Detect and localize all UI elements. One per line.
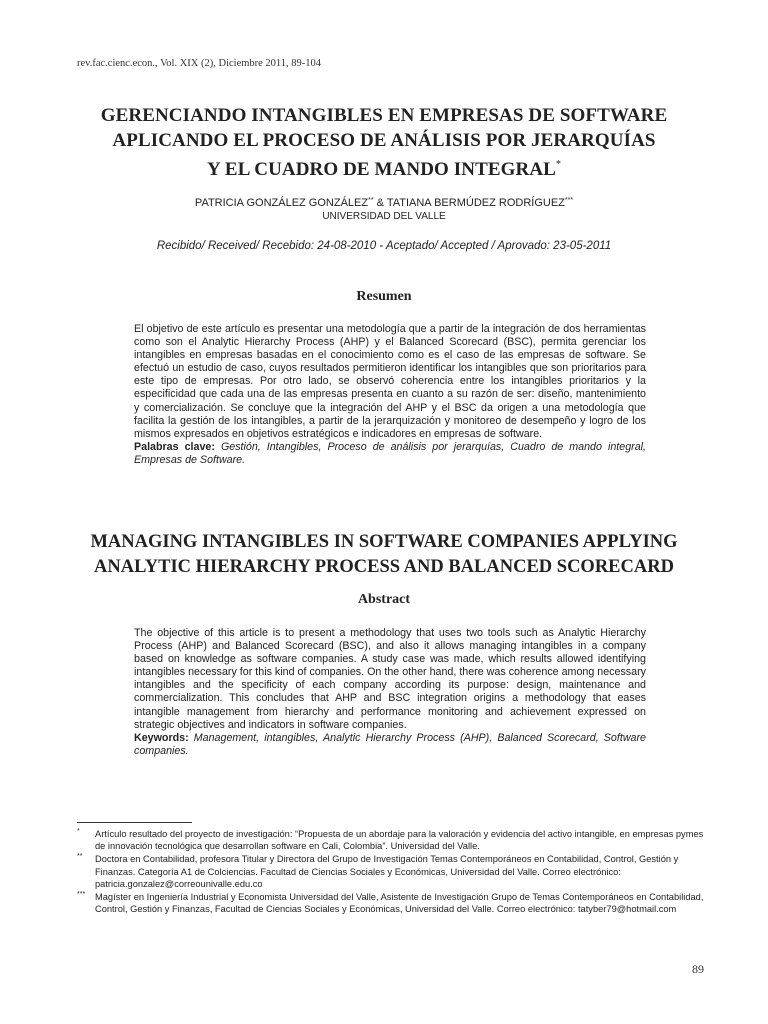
title-line-2: APLICANDO EL PROCESO DE ANÁLISIS POR JERARQUÍAS [112, 129, 656, 151]
footnote [77, 853, 707, 890]
footnote-rule [77, 822, 192, 823]
abstract-block [134, 627, 646, 758]
footnote-text: Magíster en Ingeniería Industrial y Economista Universidad del Valle, Asistente de Investigación Grupo de Temas Contemporáneos en Contabilidad, Control, Gestión y Finanzas, Facultad de Ciencias Sociales y Económicas, Universidad del Valle. Correo electrónico: tatyber79@hotmail.com [95, 892, 704, 915]
resumen-keywords [134, 441, 646, 467]
keywords-text: Management, intangibles, Analytic Hierarchy Process (AHP), Balanced Scorecard, Software companies. [134, 731, 646, 757]
abstract-body: The objective of this article is to present a methodology that uses two tools such as Analytic Hierarchy Process (AHP) and Balanced Scorecard (BSC), and also it allows managing intangibles in a company based on knowledge as software companies. A study case was made, which results allowed identifying intangibles necessary for this kind of companies. On the other hand, there was coherence among necessary intangibles and the specificity of each company according its purpose: design, maintenance and commercialization. This concludes that AHP and BSC integration origins a methodology that eases intangible management from hierarchy and performance monitoring and achievement expressed on strategic objectives and indicators in software companies. [134, 627, 646, 731]
footnote-text: Artículo resultado del proyecto de investigación: “Propuesta de un abordaje para la valoración y evidencia del activo intangible, en empresas pymes de innovación tecnológica que desarrollan software en Cali, Colombia”. Universidad del Valle. [95, 829, 704, 852]
title-en-line-2: ANALYTIC HIERARCHY PROCESS AND BALANCED SCORECARD [94, 557, 674, 577]
footnote-mark: *** [77, 891, 86, 899]
title-line-1: GERENCIANDO INTANGIBLES EN EMPRESAS DE SOFTWARE [100, 105, 668, 126]
author-1: PATRICIA GONZÁLEZ GONZÁLEZ [194, 197, 369, 209]
abstract-heading: Abstract [357, 592, 411, 607]
page-number: 89 [692, 962, 704, 976]
palabras-clave-label: Palabras clave: [134, 440, 215, 453]
palabras-clave-text: Gestión, Intangibles, Proceso de análisis por jerarquías, Cuadro de mando integral, Empresas de Software. [134, 440, 646, 466]
resumen-block [134, 323, 646, 467]
footnote-mark: * [77, 828, 80, 835]
affiliation: UNIVERSIDAD DEL VALLE [322, 211, 446, 222]
resumen-heading: Resumen [356, 289, 412, 304]
title-en-line-1: MANAGING INTANGIBLES IN SOFTWARE COMPANIES APPLYING [90, 532, 678, 552]
author-2-mark: *** [564, 197, 574, 204]
article-title-es [60, 104, 708, 183]
footnote [77, 891, 707, 915]
footnote [77, 828, 707, 852]
footnote-text: Doctora en Contabilidad, profesora Titular y Directora del Grupo de Investigación Temas Contemporáneos en Contabilidad, Control, Gestión y Finanzas. Categoría A1 de Colciencias. Facultad de Ciencias Sociales y Económicas, Universidad del Valle. Correo electrónico: patricia.gonzalez@correounivalle.edu.co [95, 854, 679, 889]
received-accepted-dates: Recibido/ Received/ Recebido: 24-08-2010 - Aceptado/ Accepted / Aprovado: 23-05-2011 [156, 240, 612, 252]
footnotes [77, 828, 707, 916]
title-footnote-mark: * [555, 159, 562, 170]
abstract-keywords [134, 732, 646, 758]
keywords-label: Keywords: [134, 731, 189, 744]
resumen-body: El objetivo de este artículo es presentar una metodología que a partir de la integración de dos herramientas como son el Analytic Hierarchy Process (AHP) y el Balanced Scorecard (BSC), permita gerenciar los intangibles en empresas basadas en el conocimiento como es el caso de las empresas de software. Se efectuó un estudio de caso, cuyos resultados permitieron identificar los intangibles que son prioritarios para este tipo de empresas. Por otro lado, se observó coherencia entre los intangibles prioritarios y la especificidad que cada una de las empresas presenta en cuanto a su razón de ser: diseño, mantenimiento y comercialización. Se concluye que la integración del AHP y el BSC da origen a una metodología que facilita la gestión de los intangibles, a partir de la jerarquización y monitoreo de desempeño y logro de los mismos expresados en objetivos estratégicos e indicadores en empresas de software. [134, 323, 646, 440]
title-line-3 [60, 153, 708, 183]
running-head: rev.fac.cienc.econ., Vol. XIX (2), Diciembre 2011, 89-104 [77, 58, 322, 69]
footnote-mark: ** [77, 853, 83, 861]
author-block [60, 194, 708, 223]
author-2: TATIANA BERMÚDEZ RODRÍGUEZ [386, 197, 565, 209]
article-title-en [60, 530, 708, 580]
title-line-3-text: Y EL CUADRO DE MANDO INTEGRAL [206, 159, 556, 180]
author-1-mark: ** [368, 197, 374, 204]
author-separator: & [373, 197, 387, 209]
